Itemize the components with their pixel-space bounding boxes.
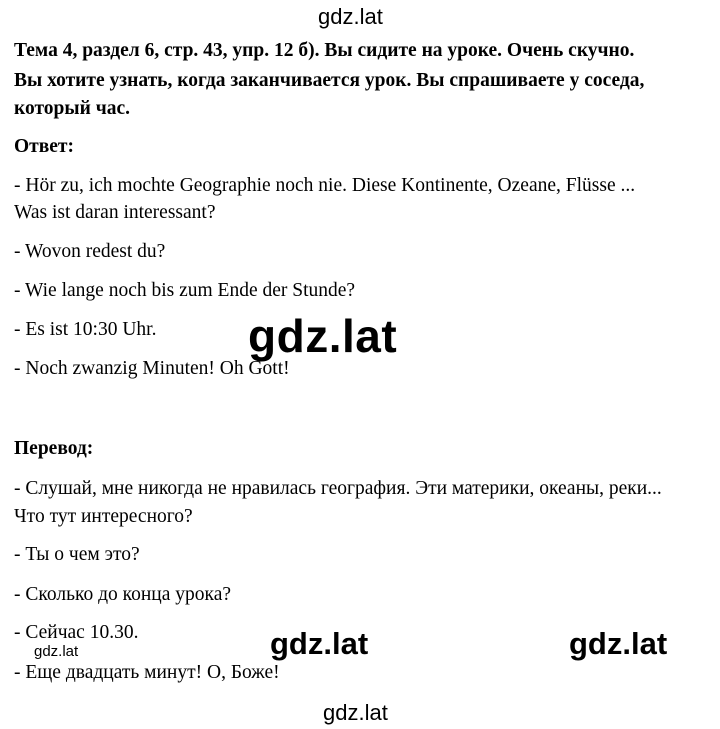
task-line-1: Тема 4, раздел 6, стр. 43, упр. 12 б). Вы сидите на уроке. Очень скучно. — [14, 40, 635, 61]
translation-line: - Еще двадцать минут! О, Боже! — [14, 662, 280, 683]
watermark-footer: gdz.lat — [323, 700, 388, 725]
watermark-bottom-mid: gdz.lat — [270, 626, 369, 661]
watermark-top: gdz.lat — [318, 4, 383, 29]
translation-line: - Сейчас 10.30. — [14, 622, 139, 643]
watermark-bottom-right: gdz.lat — [569, 626, 668, 661]
answer-line: Was ist daran interessant? — [14, 202, 216, 223]
answer-heading: Ответ: — [14, 136, 75, 157]
translation-line: - Слушай, мне никогда не нравилась география. Эти материки, океаны, реки... — [14, 478, 662, 499]
translation-line: Что тут интересного? — [14, 506, 193, 527]
answer-line: - Noch zwanzig Minuten! Oh Gott! — [14, 358, 290, 379]
watermark-small: gdz.lat — [34, 643, 79, 660]
translation-line: - Ты о чем это? — [14, 544, 140, 565]
translation-line: - Сколько до конца урока? — [14, 584, 232, 605]
translation-heading: Перевод: — [14, 438, 94, 459]
watermark-center: gdz.lat — [248, 310, 398, 362]
task-line-2: Вы хотите узнать, когда заканчивается урок. Вы спрашиваете у соседа, — [14, 70, 645, 91]
answer-line: - Es ist 10:30 Uhr. — [14, 319, 157, 340]
answer-line: - Wie lange noch bis zum Ende der Stunde? — [14, 280, 356, 301]
answer-line: - Wovon redest du? — [14, 241, 166, 262]
task-line-3: который час. — [14, 98, 131, 119]
answer-line: - Hör zu, ich mochte Geographie noch nie. Diese Kontinente, Ozeane, Flüsse ... — [14, 175, 636, 196]
